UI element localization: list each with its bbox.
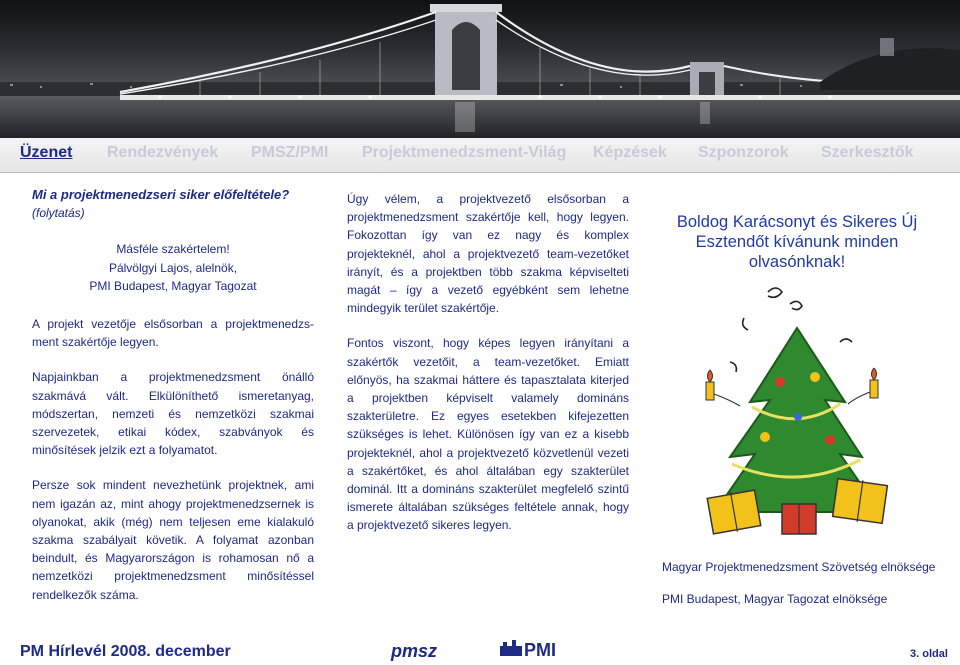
footer-issue: PM Hírlevél 2008. december xyxy=(20,643,231,660)
nav-item-pmsz-pmi[interactable]: PMSZ/PMI xyxy=(251,144,329,161)
nav-item-projektmenedzsment-vilag[interactable]: Projektmenedzsment-Világ xyxy=(362,144,567,161)
chain-bridge-photo xyxy=(0,0,960,138)
article-continued: (folytatás) xyxy=(32,206,85,221)
nav-item-uzenet[interactable]: Üzenet xyxy=(20,144,73,161)
article-author-org: PMI Budapest, Magyar Tagozat xyxy=(89,278,257,293)
paragraph: Persze sok mindent nevezhetünk projektnek, ami nem igazán az, mint ahogy projektmenedzsernek is olyanokat, akik (még) nem teljesen eme kialakuló szakma szabályait követik. A folyamat azonban beindult, és Magyarországon is rohamosan nő a nemzetközi projektmenedzsment minősítéssel rendelkezők száma. xyxy=(32,478,314,602)
footer-page-number: 3. oldal xyxy=(910,648,948,660)
article-subtitle: Másféle szakértelem! xyxy=(116,242,230,257)
signature-mpsz: Magyar Projektmenedzsment Szövetség elnöksége xyxy=(662,560,936,574)
nav-item-rendezvenyek[interactable]: Rendezvények xyxy=(107,144,219,161)
signature-pmi: PMI Budapest, Magyar Tagozat elnöksége xyxy=(662,592,888,607)
article-title: Mi a projektmenedzseri siker előfeltétele? xyxy=(32,187,290,202)
christmas-greeting: Boldog Karácsonyt és Sikeres Új Esztendőt kívánunk minden olvasónknak! xyxy=(676,213,918,271)
pmsz-logo: pmsz xyxy=(391,641,438,661)
paragraph: Úgy vélem, a projektvezető elsősorban a projektmenedzsment szakértője kell, hogy legyen. Fokozottan így van ez nagy és komplex projekteknél, ahol a projektvezető team-vezetőket irányít, és a projektben több szakma képviselteti magát – így a vezető egyébként sem lehetne mindegyik terület szakértője. xyxy=(347,192,629,316)
article-column-1 xyxy=(32,186,314,604)
paragraph: A projekt vezetője elsősorban a projektmenedzs-ment szakértője legyen. xyxy=(32,317,314,350)
greeting-column xyxy=(672,212,922,272)
paragraph: Napjainkban a projektmenedzsment önálló szakmává vált. Elkülöníthető ismeretanyag, módszertan, nemzeti és nemzetközi szakmai szervezetek, etikai kódex, szabványok és minősítések jelzik ezt a folyamatot. xyxy=(32,370,314,458)
nav-item-szerkesztok[interactable]: Szerkesztők xyxy=(821,144,914,161)
signature-block xyxy=(662,558,952,608)
nav-item-szponzorok[interactable]: Szponzorok xyxy=(698,144,789,161)
header-photo xyxy=(0,0,960,138)
nav-item-kepzesek[interactable]: Képzések xyxy=(593,144,667,161)
pmi-logo-icon xyxy=(500,636,560,660)
pmi-logo-text: PMI xyxy=(524,640,557,660)
paragraph: Fontos viszont, hogy képes legyen irányítani a szakértők vezetőit, a team-vezetőket. Emiatt előnyös, ha szakmai háttere és tapasztalata kiterjed a projektben képviselt valamely domináns szakterületre. Ez egyes esetekben kifejezetten szükséges is lehet. Különösen így van ez a kisebb projekteknél, ahol a projektvezető közvetlenül vezeti a szakértőket, és ahol általában egy szakterület dominál. Itt a domináns szakterület megfelelő szintű ismerete általában szükséges feltétele annak, hogy a projektvezető sikeres legyen. xyxy=(347,336,629,533)
christmas-tree-illustration xyxy=(690,282,905,542)
top-navigation xyxy=(0,138,960,173)
article-column-2 xyxy=(347,190,629,535)
article-author: Pálvölgyi Lajos, alelnök, xyxy=(108,260,238,275)
